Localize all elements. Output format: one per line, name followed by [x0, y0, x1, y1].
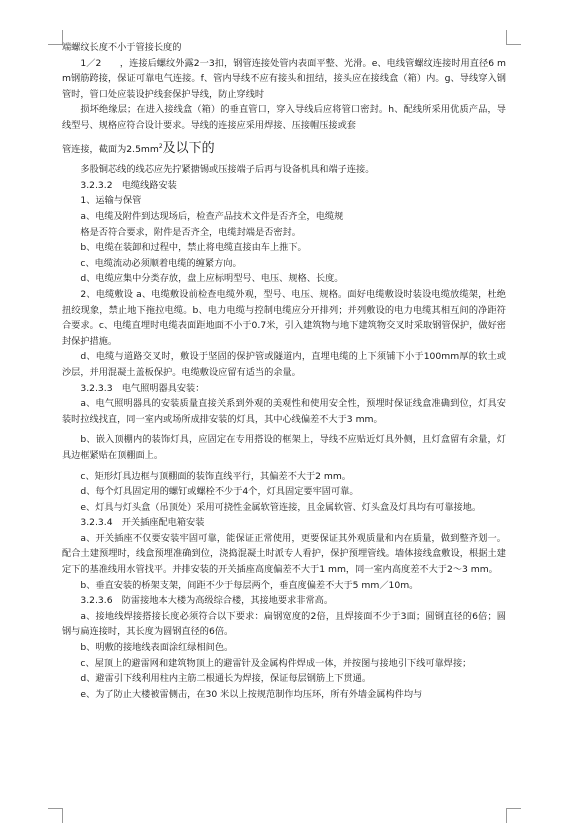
paragraph: e、灯具与灯头盒（吊顶处）采用可挠性金属软管连接，且金属软管、灯头盒及灯具均有可靠接地。 — [80, 501, 482, 513]
superscript: 2 — [158, 142, 163, 150]
paragraph: a、电气照明器具的安装质量直接关系到外观的美观性和使用安全性，预埋时保证线盒准确到位，灯具安装时拉线找直，同一室内或场所成排安装的灯具，其中心线偏差不大于3 mm。 — [62, 398, 506, 425]
section-heading: 3.2.3.2 电缆线路安装 — [80, 179, 177, 191]
paragraph: 1／2 ，连接后螺纹外露2一3扣，钢管连接处管内表面平整、光滑。e、电线管螺纹连接时用直径6 mm钢筋跨接，保证可靠电气连接。f、管内导线不应有接头和扭结，接头应在接线盒（箱）内。g、导线穿入钢管时，管口处应装设护线套保护导线，防止穿线时 — [62, 57, 506, 100]
section-line-prefix: 管连接，截面为2.5mm — [62, 143, 159, 155]
list-item: b、电缆在装卸和过程中，禁止将电缆直接由车上推下。 — [80, 242, 307, 254]
crop-mark-bottom-left — [48, 808, 63, 823]
crop-mark-bottom-right — [506, 808, 521, 823]
paragraph: 损坏绝缘层；在进入接线盒（箱）的垂直管口，穿入导线后应将管口密封。h、配线所采用优质产品，导线型号、规格应符合设计要求。导线的连接应采用焊接、压接帽压接或套 — [62, 104, 506, 131]
section-heading: 3.2.3.3 电气照明器具安装： — [80, 382, 205, 394]
list-item: d、电缆应集中分类存放，盘上应标明型号、电压、规格、长度。 — [80, 273, 344, 285]
subheading: 1、运输与保管 — [80, 195, 142, 207]
list-item: 格是否符合要求，附件是否齐全，电缆封端是否密封。 — [80, 226, 301, 238]
paragraph: c、矩形灯具边框与顶棚面的装饰直线平行，其偏差不大于2 mm。 — [80, 470, 351, 482]
section-line-suffix: 及以下的 — [162, 140, 215, 156]
paragraph: 多股铜芯线的线芯应先拧紧搪锡或压接端子后再与设备机具和端子连接。 — [80, 164, 375, 176]
paragraph: d、每个灯具固定用的螺钉或螺栓不少于4个，灯具固定要牢固可靠。 — [80, 486, 359, 498]
text-line: 端螺纹长度不小于管接长度的 — [62, 42, 182, 53]
paragraph: d、电缆与道路交叉时，敷设于坚固的保护管或隧道内，直埋电缆的上下须铺下小于100mm厚的软土或沙层，并用混凝土盖板保护。电缆敷设应留有适当的余量。 — [62, 351, 506, 378]
section-heading: 3.2.3.4 开关插座配电箱安装 — [80, 517, 205, 529]
paragraph: b、嵌入顶棚内的装饰灯具，应固定在专用搭设的框架上，导线不应贴近灯具外侧，且灯盒留有余量，灯具边框紧贴在顶棚面上。 — [62, 434, 506, 461]
crop-mark-top-right — [506, 30, 521, 45]
paragraph: 2、电缆敷设 a、电缆敷设前检查电缆外观，型号、电压、规格。面好电缆敷设时装设电缆放缆架，杜绝扭绞现象，禁止地下拖拉电缆。b、电力电缆与控制电缆应分开排列；并列敷设的电力电缆其相互间的净距符合要求。c、电缆直埋时电缆表面距地面不小于0.7米，引入建筑物与地下建筑物交叉时采取钢管保护，做好密封保护措施。 — [62, 288, 506, 347]
paragraph: e、为了防止大楼被雷侧击，在30 米以上按规范制作均压环，所有外墙金属构件均与 — [80, 688, 423, 700]
paragraph: a、开关插座不仅要安装牢固可靠，能保证正常使用，更要保证其外观质量和内在质量，做到整齐划一。配合土建预埋时，线盒预埋准确到位，浇捣混凝土时派专人看护，保护预埋管线。墙体接线盒敷设，根据土建定下的基准线用水管找平。并排安装的开关插座高度偏差不大于1 mm，同一室内高度差不大于2～3 mm。 — [62, 532, 506, 576]
section-heading: 3.2.3.6 防雷接地本大楼为高级综合楼，其接地要求非常高。 — [80, 595, 334, 607]
crop-mark-top-left — [48, 30, 63, 45]
paragraph: d、避雷引下线利用柱内主筋二根通长为焊接，保证每层钢筋上下贯通。 — [80, 673, 372, 685]
document-body — [62, 40, 506, 702]
paragraph: a、接地线焊接搭接长度必须符合以下要求：扁钢宽度的2倍，且焊接面不少于3面；圆钢直径的6倍；圆钢与扁连接时，其长度为圆钢直径的6倍。 — [62, 610, 506, 638]
paragraph: b、垂直安装的桥架支架，间距不少于每层两个，垂直度偏差不大于5 mm／10m。 — [80, 579, 419, 591]
paragraph: c、屋顶上的避雷网和建筑物顶上的避雷针及金属构件焊成一体，并按图与接地引下线可靠焊接； — [80, 657, 472, 669]
paragraph: b、明敷的接地线表面涂红绿相间色。 — [80, 642, 234, 654]
section-line — [62, 139, 506, 158]
list-item: c、电缆流动必须顺着电缆的缠紧方向。 — [80, 257, 242, 269]
list-item: a、电缆及附件到达现场后，检查产品技术文件是否齐全，电缆规 — [80, 211, 344, 222]
